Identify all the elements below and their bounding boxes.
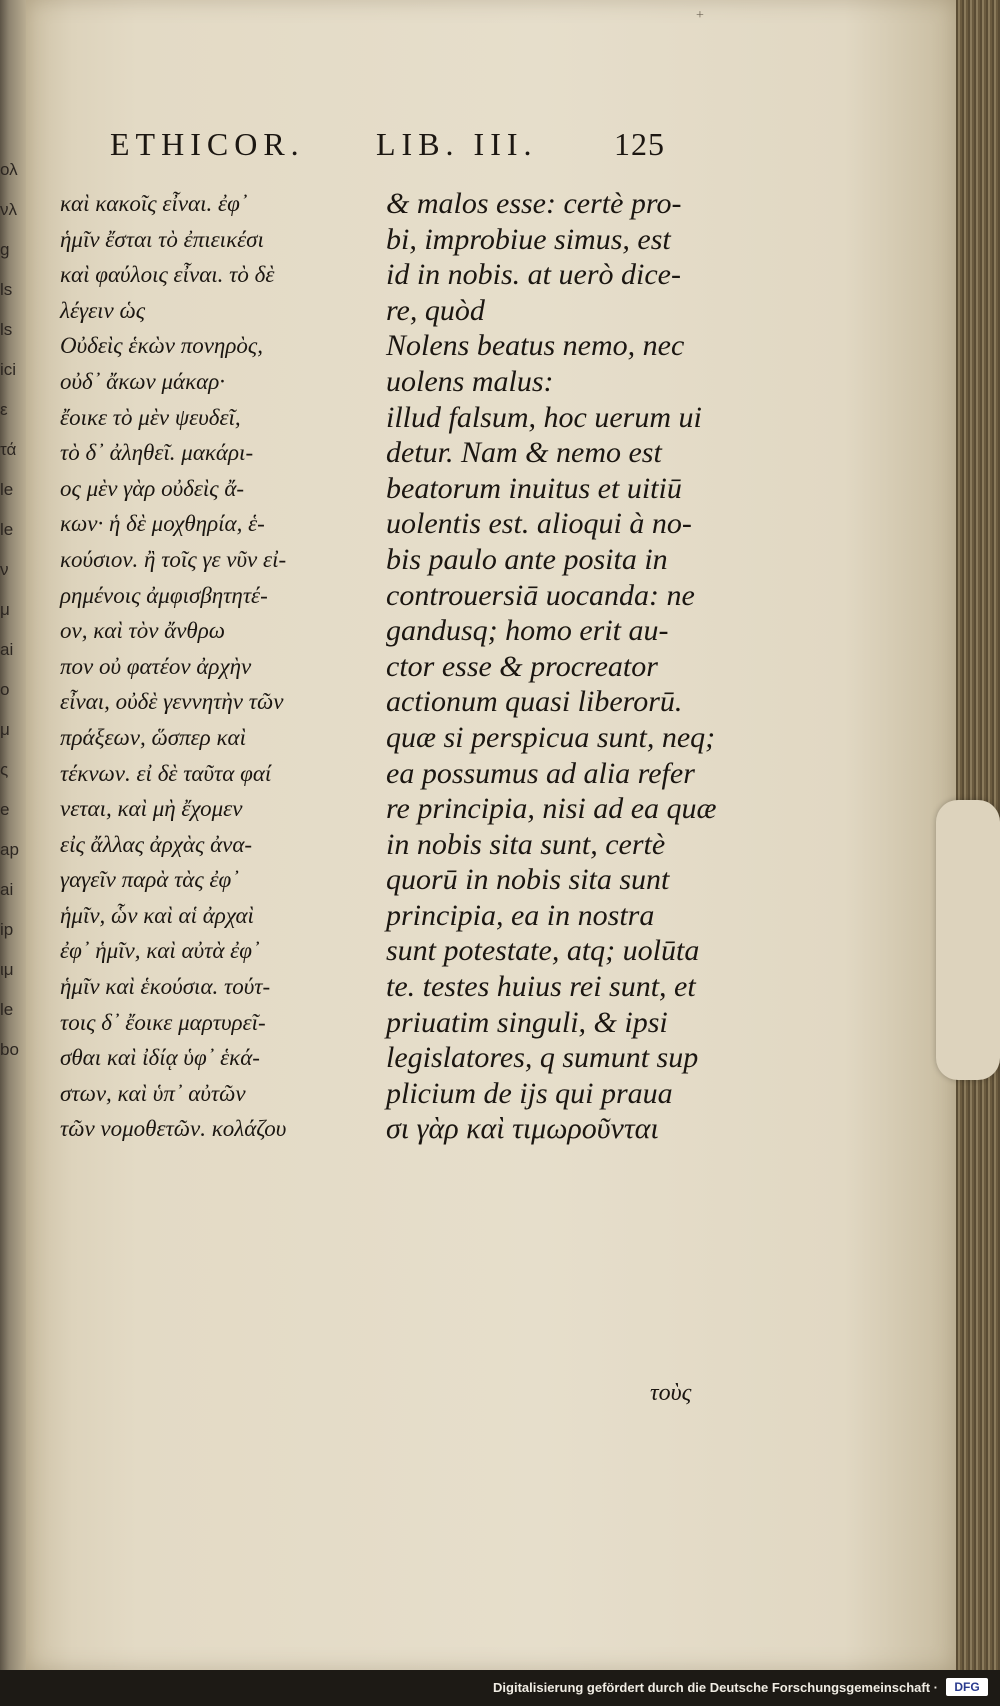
- latin-line: σι γὰρ καὶ τιμωροῦνται: [386, 1112, 659, 1146]
- facing-fragment: e: [0, 800, 10, 819]
- greek-line: νεται, καὶ μὴ ἔχομεν: [60, 796, 243, 822]
- greek-line: Οὐδεὶς ἑκὼν πονηρὸς,: [60, 333, 263, 359]
- latin-line: ctor esse & procreator: [386, 649, 658, 683]
- facing-fragment: ο: [0, 680, 10, 699]
- latin-line: principia, ea in nostra: [386, 898, 655, 932]
- facing-fragment: ολ: [0, 160, 18, 179]
- facing-fragment: le: [0, 520, 14, 539]
- latin-line: actionum quasi liberorū.: [386, 685, 683, 719]
- book-page: [26, 0, 956, 1670]
- latin-text-column: [386, 186, 956, 1147]
- running-title: ETHICOR.: [110, 126, 305, 162]
- page-clasp: [936, 800, 1000, 1080]
- greek-line: ρημένοις ἀμφισβητητέ-: [60, 582, 268, 608]
- greek-line: τῶν νομοθετῶν. κολάζου: [60, 1116, 287, 1142]
- greek-line: στων, καὶ ὑπ᾽ αὐτῶν: [60, 1080, 246, 1106]
- greek-line: κούσιον. ἢ τοῖς γε νῦν εἰ-: [60, 546, 287, 572]
- footer-bar: [0, 1670, 1000, 1706]
- facing-page-fragments: [0, 150, 26, 1420]
- facing-fragment: ai: [0, 880, 14, 899]
- latin-line: sunt potestate, atq; uolūta: [386, 934, 700, 968]
- facing-fragment: ιμ: [0, 960, 14, 979]
- facing-fragment: ς: [0, 760, 9, 779]
- page-number: 125: [614, 126, 665, 162]
- latin-line: & malos esse: certè pro-: [386, 187, 682, 220]
- facing-fragment: ε: [0, 400, 8, 419]
- facing-fragment: ν: [0, 560, 9, 579]
- latin-line: beatorum inuitus et uitiū: [386, 471, 682, 505]
- latin-line: bis paulo ante posita in: [386, 542, 668, 576]
- facing-fragment: ls: [0, 320, 13, 339]
- greek-line: ος μὲν γὰρ οὐδεὶς ἄ-: [60, 475, 245, 501]
- latin-line: gandusq; homo erit au-: [386, 614, 669, 648]
- facing-fragment: ip: [0, 920, 14, 939]
- latin-line: illud falsum, hoc uerum ui: [386, 400, 702, 434]
- facing-fragment: ls: [0, 280, 13, 299]
- greek-line: πράξεων, ὥσπερ καὶ: [60, 724, 246, 750]
- catchword: τοὺς: [650, 1380, 692, 1406]
- latin-line: priuatim singuli, & ipsi: [386, 1005, 668, 1039]
- latin-line: legislatores, q sumunt sup: [386, 1041, 699, 1075]
- greek-line: ον, καὶ τὸν ἄνθρω: [60, 618, 226, 644]
- top-mark: +: [696, 8, 704, 23]
- dfg-logo: DFG: [946, 1678, 988, 1696]
- greek-line: ἔοικε τὸ μὲν ψευδεῖ,: [60, 404, 241, 430]
- facing-fragment: ap: [0, 840, 19, 859]
- page-header: [26, 126, 956, 166]
- facing-fragment: μ: [0, 600, 10, 619]
- facing-fragment: g: [0, 240, 10, 259]
- latin-line: quæ si perspicua sunt, neq;: [386, 720, 716, 754]
- greek-line: εἰς ἄλλας ἀρχὰς ἀνα-: [60, 831, 253, 857]
- greek-line: πον οὐ φατέον ἀρχὴν: [60, 653, 252, 679]
- greek-line: τέκνων. εἰ δὲ ταῦτα φαί: [60, 760, 272, 786]
- greek-line: καὶ κακοῖς εἶναι. ἐφ᾽: [60, 191, 248, 216]
- latin-line: Nolens beatus nemo, nec: [386, 329, 685, 363]
- latin-line: bi, improbiue simus, est: [386, 222, 671, 256]
- greek-line: ἡμῖν, ὧν καὶ αἱ ἀρχαὶ: [60, 902, 254, 928]
- latin-line: uolens malus:: [386, 364, 554, 398]
- latin-line: detur. Nam & nemo est: [386, 436, 662, 470]
- greek-line: κων· ἡ δὲ μοχθηρία, ἑ-: [60, 511, 265, 537]
- facing-fragment: bo: [0, 1040, 19, 1059]
- greek-line: ἡμῖν ἔσται τὸ ἐπιεικέσι: [60, 226, 264, 252]
- greek-line: εἶναι, οὐδὲ γεννητὴν τῶν: [60, 689, 284, 715]
- book-number: LIB. III.: [376, 126, 538, 162]
- greek-text-column: [60, 186, 400, 1147]
- greek-line: ἡμῖν καὶ ἑκούσια. τούτ-: [60, 974, 271, 1000]
- greek-line: καὶ φαύλοις εἶναι. τὸ δὲ: [60, 262, 275, 288]
- facing-fragment: τά: [0, 440, 17, 459]
- greek-line: λέγειν ὡς: [60, 297, 146, 323]
- greek-line: τὸ δ᾽ ἀληθεῖ. μακάρι-: [60, 440, 254, 466]
- funding-note: Digitalisierung gefördert durch die Deutsche Forschungsgemeinschaft ·: [493, 1680, 938, 1695]
- greek-line: γαγεῖν παρὰ τὰς ἐφ᾽: [60, 867, 239, 893]
- greek-line: τοις δ᾽ ἔοικε μαρτυρεῖ-: [60, 1009, 266, 1035]
- greek-line: ἐφ᾽ ἡμῖν, καὶ αὐτὰ ἐφ᾽: [60, 938, 260, 964]
- facing-fragment: ai: [0, 640, 14, 659]
- facing-fragment: le: [0, 480, 14, 499]
- greek-line: σθαι καὶ ἰδίᾳ ὑφ᾽ ἑκά-: [60, 1045, 260, 1071]
- latin-line: in nobis sita sunt, certè: [386, 827, 666, 861]
- latin-line: id in nobis. at uerò dice-: [386, 258, 681, 292]
- latin-line: controuersiā uocanda: ne: [386, 578, 695, 612]
- facing-fragment: le: [0, 1000, 14, 1019]
- facing-fragment: μ: [0, 720, 10, 739]
- facing-fragment: νλ: [0, 200, 17, 219]
- latin-line: plicium de ijs qui praua: [386, 1076, 673, 1110]
- latin-line: re, quòd: [386, 293, 485, 327]
- latin-line: uolentis est. alioqui à no-: [386, 507, 692, 541]
- latin-line: te. testes huius rei sunt, et: [386, 970, 696, 1004]
- latin-line: re principia, nisi ad ea quæ: [386, 792, 717, 826]
- greek-line: οὐδ᾽ ἄκων μάκαρ·: [60, 368, 225, 394]
- facing-fragment: ici: [0, 360, 17, 379]
- latin-line: quorū in nobis sita sunt: [386, 863, 670, 897]
- latin-line: ea possumus ad alia refer: [386, 756, 695, 790]
